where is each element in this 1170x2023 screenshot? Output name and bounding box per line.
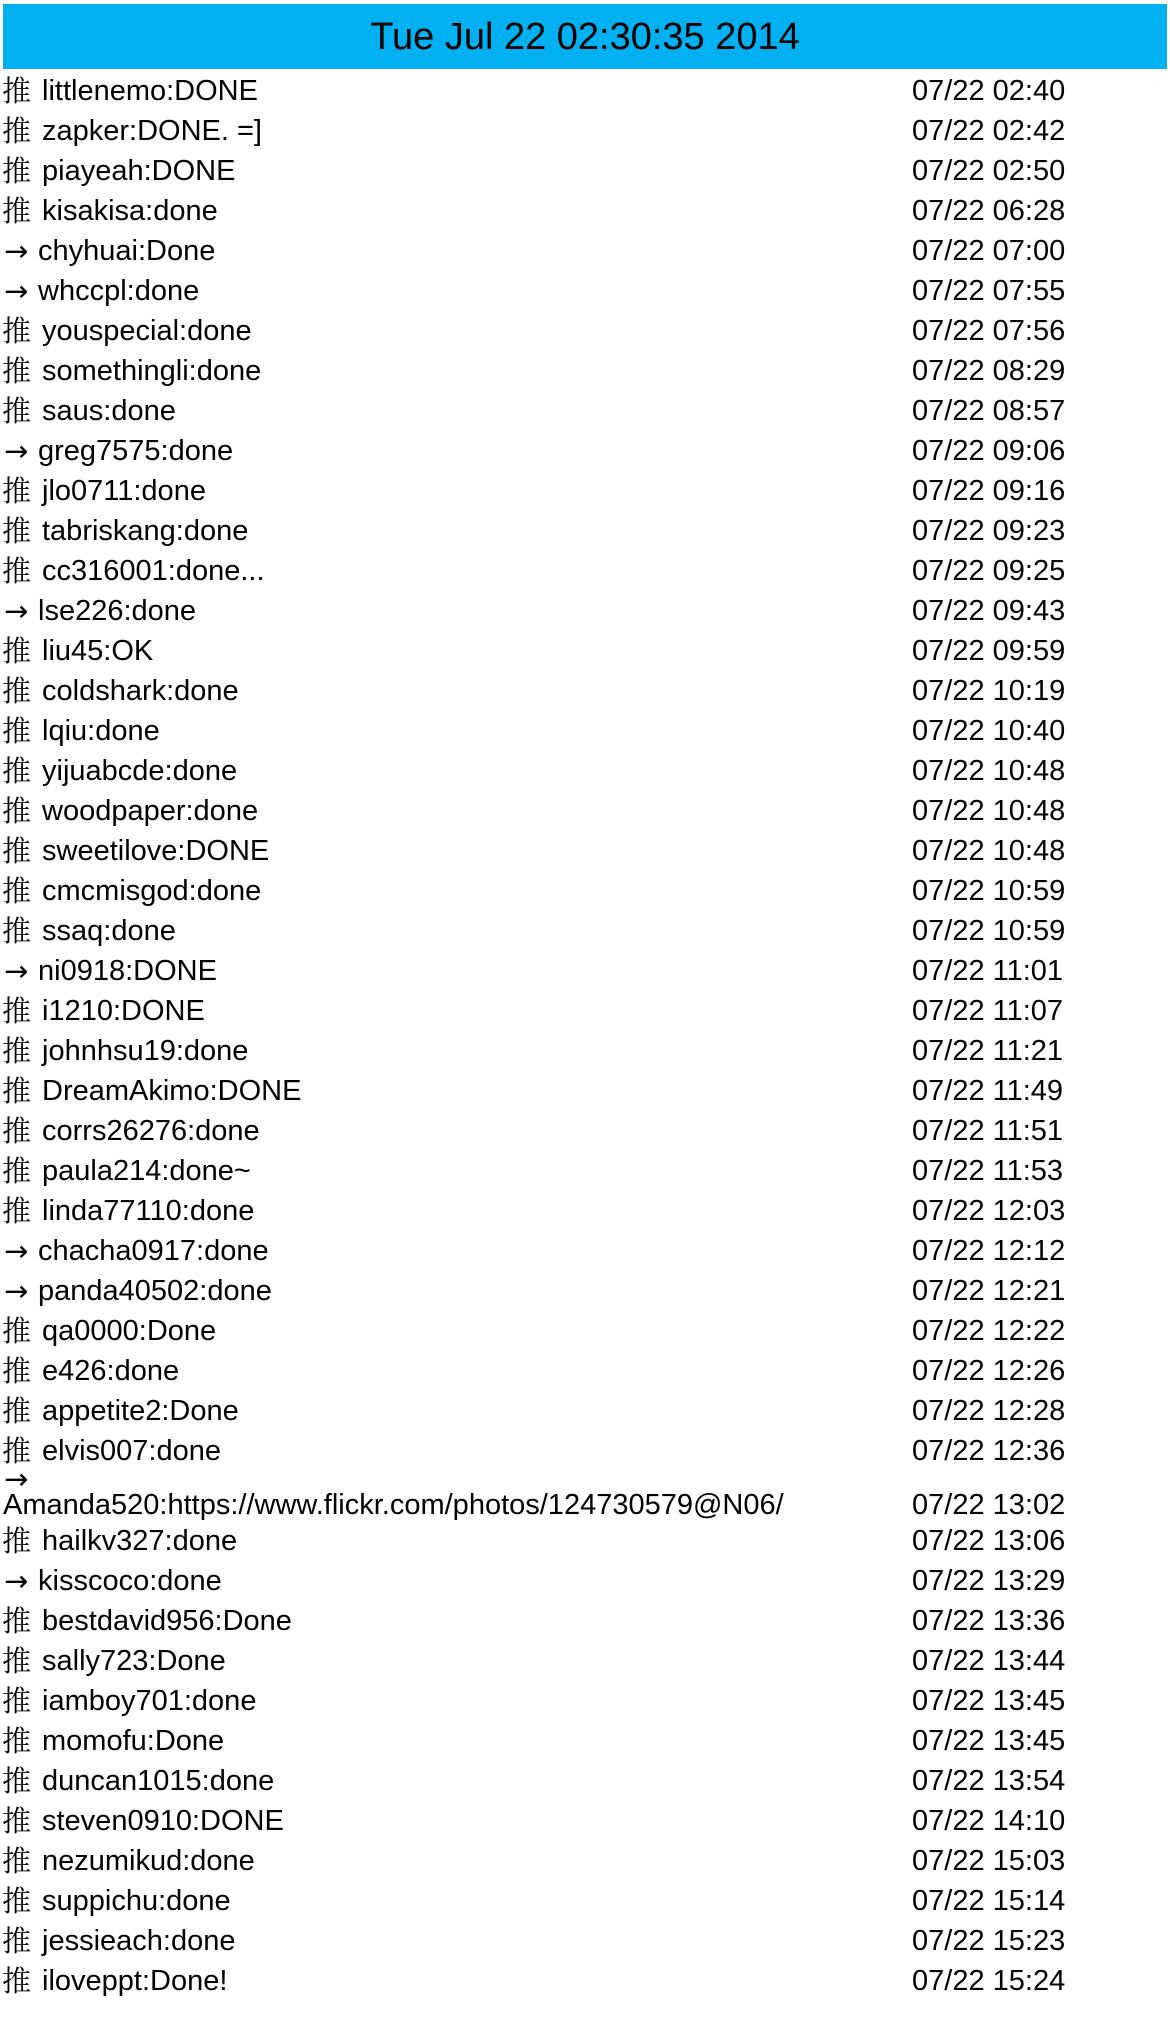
comment-row (0, 231, 1170, 271)
comment-row (0, 1111, 1170, 1151)
comment-time: 07/22 10:48 (912, 835, 1066, 867)
comment-row (0, 1761, 1170, 1801)
comment-time: 07/22 02:42 (912, 115, 1066, 147)
comment-time: 07/22 02:50 (912, 155, 1066, 187)
comment-text: cmcmisgod:done (42, 875, 262, 907)
comment-time: 07/22 14:10 (912, 1805, 1066, 1837)
comment-time: 07/22 09:25 (912, 555, 1066, 587)
comment-time: 07/22 13:54 (912, 1765, 1066, 1797)
comment-row (0, 631, 1170, 671)
comment-row (0, 471, 1170, 511)
push-tag: 推 (2, 1154, 32, 1188)
push-tag: 推 (2, 1394, 32, 1428)
push-tag: 推 (2, 354, 32, 388)
push-tag: 推 (2, 1434, 32, 1468)
push-tag: 推 (2, 1074, 32, 1108)
comment-row (0, 1151, 1170, 1191)
comment-text: steven0910:DONE (42, 1805, 284, 1837)
push-tag: 推 (2, 1354, 32, 1388)
comment-row (0, 111, 1170, 151)
comment-row (0, 1191, 1170, 1231)
comment-time: 07/22 10:19 (912, 675, 1066, 707)
comment-text: corrs26276:done (42, 1115, 260, 1147)
comment-text: yijuabcde:done (42, 755, 238, 787)
comment-text: iloveppt:Done! (42, 1965, 228, 1997)
comment-text: liu45:OK (42, 635, 154, 667)
push-tag: 推 (2, 1764, 32, 1798)
comment-row (0, 1641, 1170, 1681)
comment-row (0, 1841, 1170, 1881)
push-tag: 推 (2, 794, 32, 828)
comment-text: sally723:Done (42, 1645, 226, 1677)
comment-row (0, 1031, 1170, 1071)
header-bar (3, 4, 1167, 69)
comment-text: chyhuai:Done (38, 235, 216, 267)
comment-time: 07/22 15:03 (912, 1845, 1066, 1877)
comment-text: lse226:done (38, 595, 197, 627)
comment-text: nezumikud:done (42, 1845, 255, 1877)
comment-text: woodpaper:done (42, 795, 259, 827)
comment-row (0, 1921, 1170, 1961)
comment-time: 07/22 10:40 (912, 715, 1066, 747)
arrow-tag: → (4, 954, 29, 988)
comment-row (0, 71, 1170, 111)
comment-text: youspecial:done (42, 315, 252, 347)
comment-text: tabriskang:done (42, 515, 249, 547)
comment-time: 07/22 11:49 (912, 1075, 1064, 1107)
push-tag: 推 (2, 914, 32, 948)
comment-time: 07/22 12:12 (912, 1235, 1066, 1267)
comment-time: 07/22 08:57 (912, 395, 1066, 427)
comment-row (0, 1462, 1170, 1521)
header-timestamp: Tue Jul 22 02:30:35 2014 (370, 15, 800, 58)
comment-time: 07/22 13:36 (912, 1605, 1066, 1637)
comment-time: 07/22 13:02 (912, 1489, 1066, 1521)
comment-row (0, 1601, 1170, 1641)
comment-text: coldshark:done (42, 675, 239, 707)
push-tag: 推 (2, 674, 32, 708)
comment-time: 07/22 12:36 (912, 1435, 1066, 1467)
push-tag: 推 (2, 394, 32, 428)
comment-row (0, 991, 1170, 1031)
push-tag: 推 (2, 1314, 32, 1348)
push-tag: 推 (2, 314, 32, 348)
push-tag: 推 (2, 1924, 32, 1958)
push-tag: 推 (2, 994, 32, 1028)
arrow-tag: → (4, 594, 29, 628)
comment-time: 07/22 11:53 (912, 1155, 1064, 1187)
comment-row (0, 1881, 1170, 1921)
comment-row (0, 1561, 1170, 1601)
comment-text: ni0918:DONE (38, 955, 217, 987)
comment-row (0, 791, 1170, 831)
comment-time: 07/22 10:59 (912, 875, 1066, 907)
comment-row (0, 511, 1170, 551)
comment-time: 07/22 13:44 (912, 1645, 1066, 1677)
comment-time: 07/22 13:45 (912, 1725, 1066, 1757)
arrow-tag: → (4, 1564, 29, 1598)
comment-time: 07/22 09:23 (912, 515, 1066, 547)
comment-text: i1210:DONE (42, 995, 205, 1027)
arrow-tag: → (4, 1234, 29, 1268)
comment-row (0, 1311, 1170, 1351)
push-tag: 推 (2, 1964, 32, 1998)
arrow-tag: → (4, 234, 29, 268)
comment-text: kisakisa:done (42, 195, 218, 227)
comment-time: 07/22 13:06 (912, 1525, 1066, 1557)
comment-row (0, 1431, 1170, 1471)
comment-row (0, 1801, 1170, 1841)
push-tag: 推 (2, 74, 32, 108)
push-tag: 推 (2, 1524, 32, 1558)
comment-time: 07/22 12:03 (912, 1195, 1066, 1227)
comment-time: 07/22 10:48 (912, 755, 1066, 787)
comment-text: piayeah:DONE (42, 155, 236, 187)
comment-time: 07/22 09:16 (912, 475, 1066, 507)
comment-text: appetite2:Done (42, 1395, 239, 1427)
comment-text: johnhsu19:done (42, 1035, 249, 1067)
comment-time: 07/22 07:56 (912, 315, 1066, 347)
comment-row (0, 151, 1170, 191)
push-tag: 推 (2, 714, 32, 748)
comment-text: littlenemo:DONE (42, 75, 258, 107)
comment-text: ssaq:done (42, 915, 176, 947)
comment-row (0, 391, 1170, 431)
push-tag: 推 (2, 834, 32, 868)
push-tag: 推 (2, 1804, 32, 1838)
comment-text: saus:done (42, 395, 176, 427)
comment-row (0, 1391, 1170, 1431)
push-tag: 推 (2, 1604, 32, 1638)
push-tag: 推 (2, 514, 32, 548)
push-tag: 推 (2, 114, 32, 148)
comment-time: 07/22 11:51 (912, 1115, 1064, 1147)
comment-time: 07/22 11:01 (912, 955, 1064, 987)
comment-row (0, 591, 1170, 631)
push-tag: 推 (2, 554, 32, 588)
comment-text: bestdavid956:Done (42, 1605, 292, 1637)
comment-time: 07/22 10:59 (912, 915, 1066, 947)
push-tag: 推 (2, 1884, 32, 1918)
arrow-tag: → (4, 434, 29, 468)
comment-row (0, 271, 1170, 311)
comment-text: panda40502:done (38, 1275, 272, 1307)
comment-row (0, 431, 1170, 471)
comment-time: 07/22 15:23 (912, 1925, 1066, 1957)
comment-time: 07/22 02:40 (912, 75, 1066, 107)
comment-row (0, 191, 1170, 231)
push-tag: 推 (2, 754, 32, 788)
comment-text: Amanda520:https://www.flickr.com/photos/124730579@N06/ (3, 1489, 784, 1521)
comment-row (0, 831, 1170, 871)
comment-text: cc316001:done... (42, 555, 265, 587)
comment-row (0, 1521, 1170, 1561)
comment-text: whccpl:done (38, 275, 200, 307)
comment-row (0, 1071, 1170, 1111)
comment-text: lqiu:done (42, 715, 160, 747)
comment-time: 07/22 10:48 (912, 795, 1066, 827)
comment-text: chacha0917:done (38, 1235, 269, 1267)
comment-row (0, 951, 1170, 991)
comment-time: 07/22 12:21 (912, 1275, 1066, 1307)
comment-row (0, 711, 1170, 751)
arrow-tag: → (4, 274, 29, 308)
comment-time: 07/22 11:07 (912, 995, 1064, 1027)
comment-time: 07/22 11:21 (912, 1035, 1064, 1067)
comment-text: duncan1015:done (42, 1765, 275, 1797)
comment-text: elvis007:done (42, 1435, 221, 1467)
push-tag: 推 (2, 154, 32, 188)
comment-time: 07/22 09:59 (912, 635, 1066, 667)
comment-text: jessieach:done (42, 1925, 236, 1957)
comment-time: 07/22 07:55 (912, 275, 1066, 307)
comment-time: 07/22 12:26 (912, 1355, 1066, 1387)
comment-text: paula214:done~ (42, 1155, 251, 1187)
push-tag: 推 (2, 1844, 32, 1878)
comment-text: linda77110:done (42, 1195, 255, 1227)
comment-time: 07/22 12:28 (912, 1395, 1066, 1427)
push-tag: 推 (2, 1644, 32, 1678)
comment-row (0, 311, 1170, 351)
comment-row (0, 1961, 1170, 2001)
comment-row (0, 671, 1170, 711)
comment-text: hailkv327:done (42, 1525, 238, 1557)
comment-time: 07/22 06:28 (912, 195, 1066, 227)
comment-text: iamboy701:done (42, 1685, 257, 1717)
comment-time: 07/22 13:29 (912, 1565, 1066, 1597)
comment-text: qa0000:Done (42, 1315, 217, 1347)
comment-text: suppichu:done (42, 1885, 231, 1917)
comment-text: kisscoco:done (38, 1565, 222, 1597)
comment-list (0, 71, 1170, 2001)
comment-text: jlo0711:done (42, 475, 206, 507)
comment-row (0, 1271, 1170, 1311)
comment-time: 07/22 13:45 (912, 1685, 1066, 1717)
comment-text: momofu:Done (42, 1725, 225, 1757)
comment-row (0, 1681, 1170, 1721)
comment-row (0, 1721, 1170, 1761)
comment-time: 07/22 09:06 (912, 435, 1066, 467)
comment-row (0, 1231, 1170, 1271)
push-tag: 推 (2, 634, 32, 668)
comment-row (0, 751, 1170, 791)
comment-text: DreamAkimo:DONE (42, 1075, 302, 1107)
push-tag: 推 (2, 1194, 32, 1228)
push-tag: 推 (2, 1684, 32, 1718)
comment-row (0, 1351, 1170, 1391)
comment-time: 07/22 15:24 (912, 1965, 1066, 1997)
push-tag: 推 (2, 474, 32, 508)
comment-time: 07/22 07:00 (912, 235, 1066, 267)
comment-row (0, 871, 1170, 911)
push-tag: 推 (2, 194, 32, 228)
comment-row (0, 551, 1170, 591)
comment-time: 07/22 15:14 (912, 1885, 1066, 1917)
push-tag: 推 (2, 1724, 32, 1758)
push-tag: 推 (2, 1034, 32, 1068)
comment-time: 07/22 08:29 (912, 355, 1066, 387)
comment-row (0, 351, 1170, 391)
comment-text: zapker:DONE. =] (42, 115, 262, 147)
push-tag: 推 (2, 874, 32, 908)
comment-text: somethingli:done (42, 355, 262, 387)
arrow-tag: → (4, 1462, 29, 1496)
comment-text: sweetilove:DONE (42, 835, 270, 867)
push-tag: 推 (2, 1114, 32, 1148)
comment-row (0, 911, 1170, 951)
comment-text: greg7575:done (38, 435, 234, 467)
comment-time: 07/22 09:43 (912, 595, 1066, 627)
arrow-tag: → (4, 1274, 29, 1308)
comment-text: e426:done (42, 1355, 180, 1387)
comment-time: 07/22 12:22 (912, 1315, 1066, 1347)
